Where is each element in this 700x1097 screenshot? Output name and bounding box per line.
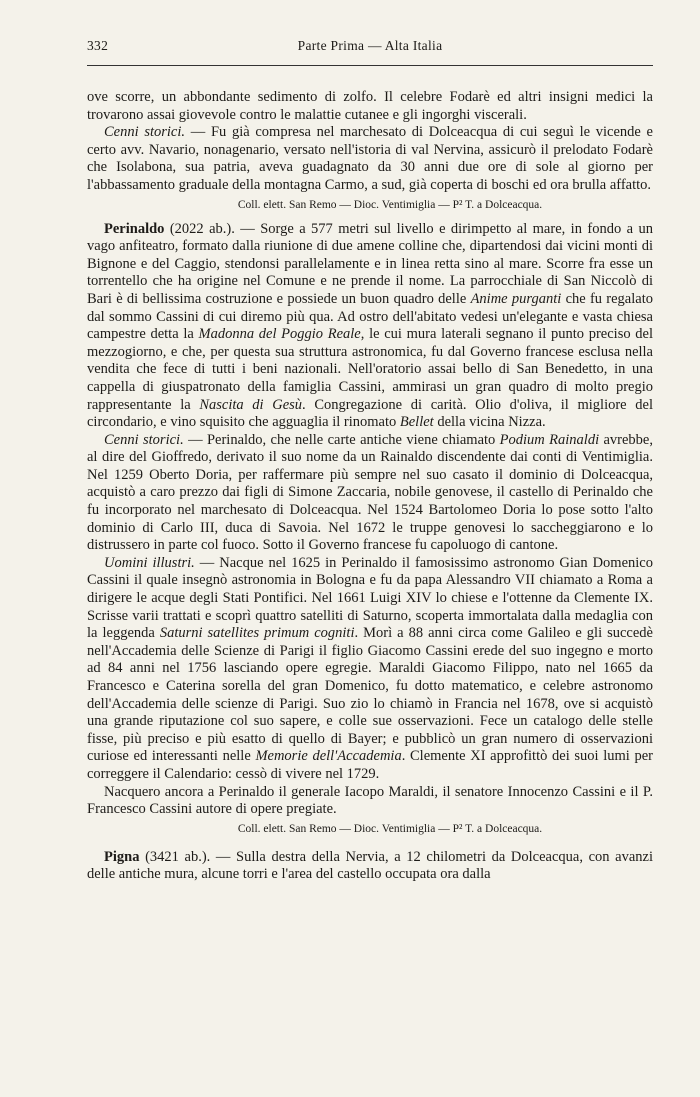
reference-line: Coll. elett. San Remo — Dioc. Ventimiglia — P² T. a Dolceacqua. xyxy=(237,198,543,211)
page-header xyxy=(87,38,653,60)
paragraph-uomini-illustri: Uomini illustri. — Nacque nel 1625 in Perinaldo il famosissimo astronomo Gian Domenico Cassini il quale insegnò astronomia in Bologna e fu da papa Alessandro VII chiamato a Roma a dirigere le acque degli Stati Pontifici. Nel 1661 Luigi XIV lo chiese e l'ottenne da Clemente IX. Scrisse varii trattati e scoprì quattro satelliti di Saturno, scoperta immortalata dalla medaglia con la leggenda Saturni satellites primum cogniti. Morì a 88 anni circa come Galileo e gli succedè nell'Accademia delle Scienze di Parigi il figlio Giacomo Cassini erede del suo ingegno e morto ad 84 anni nel 1756 lasciando opere egregie. Maraldi Giacomo Filippo, nato nel 1665 da Francesco e Caterina sorella del gran Domenico, fu dotto matematico, e celebre astronomo dell'Accademia delle scienze di Parigi. Suo zio lo chiamò in Francia nel 1678, ove si acquistò una grande riputazione col suo sapere, e colle sue osservazioni. Fece un catalogo delle stelle fisse, più preciso e più esatto di quello di Bayer; e pubblicò un gran numero di osservazioni curiose ed interessanti nelle Memorie dell'Accademia. Clemente XI approfittò dei suoi lumi per correggere il Calendario: cessò di vivere nel 1729. xyxy=(87,554,653,782)
page-body xyxy=(87,89,653,884)
paragraph-nacquero: Nacquero ancora a Perinaldo il generale Iacopo Maraldi, il senatore Innocenzo Cassini e il P. Francesco Cassini autore di opere pregiate. xyxy=(87,783,653,818)
reference-line: Coll. elett. San Remo — Dioc. Ventimiglia — P² T. a Dolceacqua. xyxy=(237,822,543,835)
section-lead: Cenni storici. xyxy=(104,431,184,448)
page-number: 332 xyxy=(87,38,109,53)
entry-heading: Pigna xyxy=(104,848,140,865)
entry-perinaldo: Perinaldo (2022 ab.). — Sorge a 577 metri sul livello e dirimpetto al mare, in fondo a un vago anfiteatro, formato dalla riunione di due amene colline che, dipartendosi dai vicini monti di Bignone e del Caggio, stendonsi parallelamente e in linea retta sino al mare. Scorre fra esse un torrentello che ha origine nel Comune e ne prende il nome. La parrocchiale di San Niccolò di Bari è di bellissima costruzione e possiede un buon quadro delle Anime purganti che fu regalato dal sommo Cassini di cui diremo più qua. Ad ostro dell'abitato vedesi un'elegante e vasta chiesa campestre detta la Madonna del Poggio Reale, le cui mura laterali segnano il punto preciso del mezzogiorno, e che, per questa sua struttura astronomica, fu dal Governo francese esclusa nella vendita che fece di tutti i beni nazionali. Nell'oratorio assai bello di San Benedetto, in una cappella di giuspatronato della famiglia Cassini, ammirasi un gran quadro di molto pregio rappresentante la Nascita di Gesù. Congregazione di carità. Olio d'oliva, il migliore del circondario, e vino squisito che agguaglia il rinomato Bellet della vicina Nizza. xyxy=(87,220,653,431)
entry-pigna: Pigna (3421 ab.). — Sulla destra della Nervia, a 12 chilometri da Dolceacqua, con avanzi delle antiche mura, alcune torri e l'area del castello occupata ora dalla xyxy=(87,848,653,883)
header-rule xyxy=(87,65,653,66)
paragraph-cenni-storici-perinaldo: Cenni storici. — Perinaldo, che nelle carte antiche viene chiamato Podium Rainaldi avrebbe, al dire del Gioffredo, derivato il suo nome da un Rainaldo discendente dai conti di Ventimiglia. Nel 1259 Oberto Doria, per raffermare più sempre nel suo casato il dominio di Dolceacqua, acquistò a caro prezzo dai figli di Simone Zaccaria, nobile genovese, il castello di Perinaldo che fu incorporato nel marchesato di Dolceacqua. Nel 1524 Bartolomeo Doria lo pose sotto l'alto dominio di Carlo III, duca di Savoia. Nel 1672 le truppe genovesi lo saccheggiarono e lo distrussero in parte col fuoco. Sotto il Governo francese fu capoluogo di cantone. xyxy=(87,431,653,554)
running-title: Parte Prima — Alta Italia xyxy=(297,38,443,53)
paragraph-continuation: ove scorre, un abbondante sedimento di zolfo. Il celebre Fodarè ed altri insigni medici la trovarono assai giovevole contro le malattie cutanee e gli ingorghi viscerali. xyxy=(87,89,653,123)
section-lead: Cenni storici. xyxy=(104,124,186,141)
paragraph-cenni-storici-isolabona: Cenni storici. — Fu già compresa nel marchesato di Dolceacqua di cui seguì le vicende e certo avv. Navario, nonagenario, versato nell'istoria di val Nervina, assicurò il prelodato Fodarè che Isolabona, sua patria, aveva guadagnato da 30 anni due ore di sole al giorno per l'abbassamento graduale della montagna Carmo, a sud, già coperta di boschi ed ora brulla affatto. xyxy=(87,124,653,193)
section-lead: Uomini illustri. xyxy=(104,554,195,571)
entry-heading: Perinaldo xyxy=(104,220,165,237)
